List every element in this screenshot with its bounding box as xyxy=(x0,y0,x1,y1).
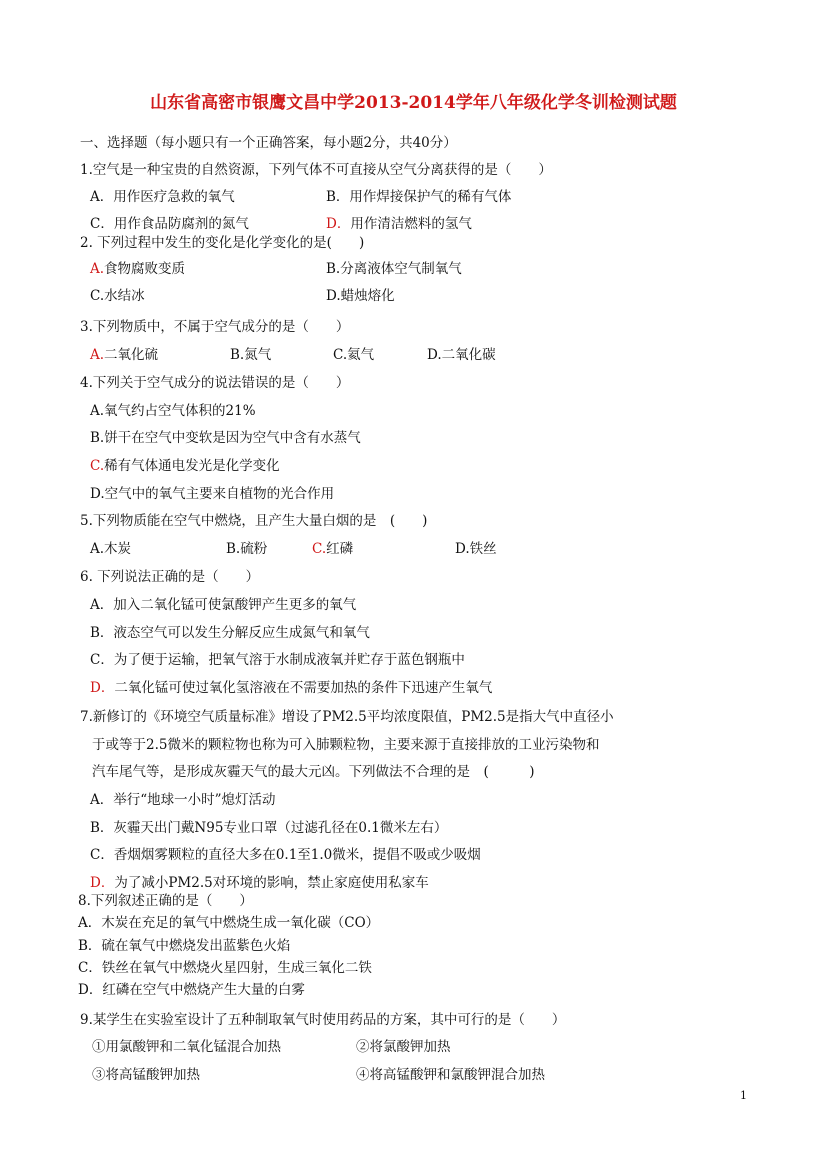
q7-stem-line2: 于或等于2.5微米的颗粒物也称为可入肺颗粒物，主要来源于直接排放的工业污染物和 xyxy=(92,737,600,753)
q6-option-c: C．为了便于运输，把氧气溶于水制成液氧并贮存于蓝色钢瓶中 xyxy=(90,652,465,668)
q7-stem-line1: 7.新修订的《环境空气质量标准》增设了PM2.5平均浓度限值，PM2.5是指大气中直径小 xyxy=(80,709,614,725)
page-title: 山东省高密市银鹰文昌中学2013-2014学年八年级化学冬训检测试题 xyxy=(150,93,677,113)
q5-option-c: C.红磷 xyxy=(312,541,354,557)
section-heading: 一、选择题（每小题只有一个正确答案，每小题2分，共40分） xyxy=(80,135,457,151)
q8-option-d: D．红磷在空气中燃烧产生大量的白雾 xyxy=(78,982,305,998)
q6-stem: 6. 下列说法正确的是（ ） xyxy=(80,569,260,585)
q3-stem: 3.下列物质中，不属于空气成分的是（ ） xyxy=(80,319,350,335)
q1-answer-mark: D． xyxy=(326,216,351,232)
q9-option-4: ④将高锰酸钾和氯酸钾混合加热 xyxy=(356,1067,545,1083)
q9-stem: 9.某学生在实验室设计了五种制取氧气时使用药品的方案，其中可行的是（ ） xyxy=(80,1012,566,1028)
q8-option-a: A．木炭在充足的氧气中燃烧生成一氧化碳（CO） xyxy=(78,915,380,931)
q7-stem-line3: 汽车尾气等，是形成灰霾天气的最大元凶。下列做法不合理的是 ( ) xyxy=(92,764,535,780)
q1-stem: 1.空气是一种宝贵的自然资源，下列气体不可直接从空气分离获得的是（ ） xyxy=(80,162,552,178)
q2-answer-mark: A. xyxy=(90,261,105,277)
q5-stem: 5.下列物质能在空气中燃烧，且产生大量白烟的是 ( ) xyxy=(80,513,428,529)
q2-option-a: A.食物腐败变质 xyxy=(90,261,186,277)
q2-stem: 2. 下列过程中发生的变化是化学变化的是( ) xyxy=(80,235,365,251)
q6-answer-mark: D． xyxy=(90,680,115,696)
q3-option-b: B.氮气 xyxy=(230,347,272,363)
q8-option-b: B．硫在氧气中燃烧发出蓝紫色火焰 xyxy=(78,938,291,954)
q3-answer-mark: A. xyxy=(90,347,105,363)
q8-option-c: C．铁丝在氧气中燃烧火星四射，生成三氧化二铁 xyxy=(78,960,372,976)
q2-option-c: C.水结冰 xyxy=(90,288,145,304)
q4-stem: 4.下列关于空气成分的说法错误的是（ ） xyxy=(80,375,350,391)
q6-option-b: B．液态空气可以发生分解反应生成氮气和氧气 xyxy=(90,625,370,641)
q6-option-a: A．加入二氧化锰可使氯酸钾产生更多的氧气 xyxy=(90,597,357,613)
q4-option-b: B.饼干在空气中变软是因为空气中含有水蒸气 xyxy=(90,430,361,446)
q7-option-d: D．为了减小PM2.5对环境的影响，禁止家庭使用私家车 xyxy=(90,875,429,891)
q5-option-a: A.木炭 xyxy=(90,541,132,557)
page-number: 1 xyxy=(740,1089,747,1102)
q1-option-b: B．用作焊接保护气的稀有气体 xyxy=(326,189,512,205)
q4-option-d: D.空气中的氧气主要来自植物的光合作用 xyxy=(90,486,335,502)
q5-option-d: D.铁丝 xyxy=(455,541,497,557)
q2-option-b: B.分离液体空气制氧气 xyxy=(326,261,462,277)
q9-option-3: ③将高锰酸钾加热 xyxy=(92,1067,200,1083)
q1-option-a: A．用作医疗急救的氧气 xyxy=(90,189,235,205)
q1-option-d: D．用作清洁燃料的氢气 xyxy=(326,216,472,232)
q5-answer-mark: C. xyxy=(312,541,327,557)
q3-option-d: D.二氧化碳 xyxy=(427,347,496,363)
q4-option-c: C.稀有气体通电发光是化学变化 xyxy=(90,458,280,474)
q7-answer-mark: D． xyxy=(90,875,115,891)
q4-answer-mark: C. xyxy=(90,458,105,474)
q7-option-c: C．香烟烟雾颗粒的直径大多在0.1至1.0微米，提倡不吸或少吸烟 xyxy=(90,847,481,863)
q3-option-c: C.氦气 xyxy=(333,347,375,363)
q4-option-a: A.氧气约占空气体积的21% xyxy=(90,403,256,419)
q3-option-a: A.二氧化硫 xyxy=(90,347,159,363)
q6-option-d: D．二氧化锰可使过氧化氢溶液在不需要加热的条件下迅速产生氧气 xyxy=(90,680,493,696)
q8-stem: 8.下列叙述正确的是（ ） xyxy=(78,893,253,909)
q5-option-b: B.硫粉 xyxy=(226,541,268,557)
q7-option-b: B．灰霾天出门戴N95专业口罩（过滤孔径在0.1微米左右） xyxy=(90,820,448,836)
q7-option-a: A．举行“地球一小时”熄灯活动 xyxy=(90,792,276,808)
q1-option-c: C．用作食品防腐剂的氮气 xyxy=(90,216,249,232)
q2-option-d: D.蜡烛熔化 xyxy=(326,288,395,304)
q9-option-2: ②将氯酸钾加热 xyxy=(356,1039,451,1055)
q9-option-1: ①用氯酸钾和二氧化锰混合加热 xyxy=(92,1039,281,1055)
